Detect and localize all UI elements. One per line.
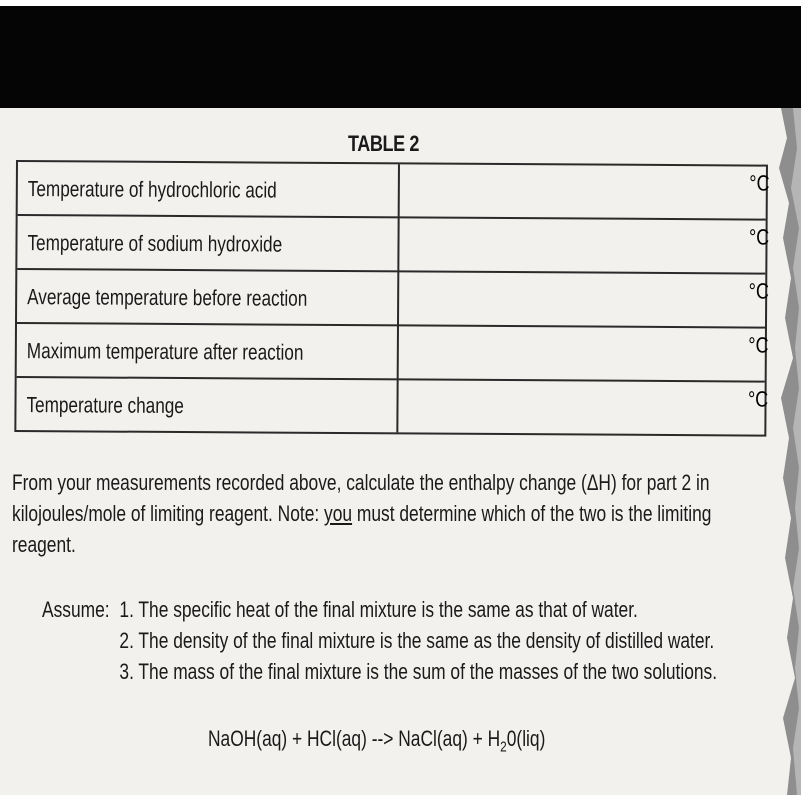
equation-left: NaOH(aq) + HCl(aq) --> NaCl(aq) + H [208,726,501,751]
hcl-temperature-entry-cell[interactable] [400,164,770,218]
row-label-naoh-temperature: Temperature of sodium hydroxide [27,230,283,257]
temperature-table [14,160,768,437]
naoh-temperature-entry-cell[interactable] [399,218,770,272]
maximum-temperature-entry-cell[interactable] [399,326,769,380]
instructions-emphasis: you [324,501,353,526]
average-temperature-entry-cell[interactable] [399,272,770,326]
table-row [17,216,770,275]
table-row [17,324,769,383]
table-row [18,162,770,221]
black-header-band [0,6,801,108]
list-item [42,594,777,625]
table-row [17,270,770,329]
instructions-text-part1: From your measurements recorded above, calculate the enthalpy change (ΔH) for part 2 in kilojoules/mole of limiting reagent. Note: [12,470,710,526]
equation-subscript: 2 [500,738,507,756]
unit-label: °C [748,278,770,304]
row-label-hcl-temperature: Temperature of hydrochloric acid [27,176,277,203]
assumptions-list [42,594,777,687]
unit-label: °C [748,386,769,412]
reaction-equation [208,726,603,755]
assumption-1: 1. The specific heat of the final mixture is the same as that of water. [119,597,638,622]
instructions-text-part2: must determine which of the two is the limiting reagent. [12,501,712,557]
row-label-maximum-temperature: Maximum temperature after reaction [26,338,304,365]
list-item [42,656,777,687]
table-title: TABLE 2 [348,131,419,156]
row-label-temperature-change: Temperature change [26,392,184,419]
instructions-paragraph [12,467,747,560]
unit-label: °C [749,224,770,250]
temperature-change-entry-cell[interactable] [398,380,769,436]
assumption-3: 3. The mass of the final mixture is the sum of the masses of the two solutions. [119,659,718,684]
list-item [42,625,777,656]
row-label-average-temperature: Average temperature before reaction [27,284,308,311]
assumption-2: 2. The density of the final mixture is the same as the density of distilled water. [119,628,715,653]
unit-label: °C [748,332,769,358]
assume-label: Assume: [42,597,110,622]
table-row [16,378,769,437]
equation-right: 0(liq) [506,726,546,751]
unit-label: °C [749,170,770,196]
